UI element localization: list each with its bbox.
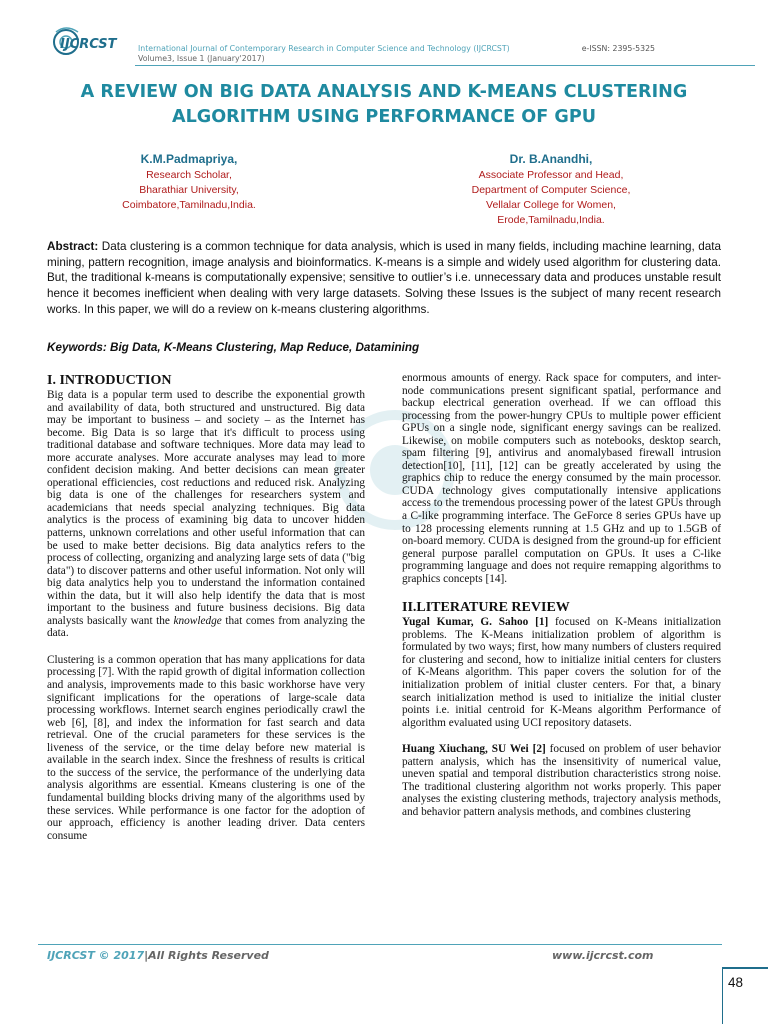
author-affiliation-line: Bharathiar University, xyxy=(139,184,239,196)
copyright-brand: IJCRCST © 2017 xyxy=(47,949,145,962)
author-affiliation-line: Associate Professor and Head, xyxy=(478,169,624,181)
website-link: www.ijcrcst.com xyxy=(552,949,654,962)
page-header xyxy=(0,0,768,80)
intro-text: Big data is a popular term used to describe the exponential growth and availability of data, both structured and unstructured. Big data may be important to business – and society – as the Internet has become. Big Data is so large that it's difficult to process using traditional database and software techniques. More data may lead to more accurate analyses. More accurate analyses may lead to more confident decision making. And better decisions can mean greater operational efficiencies, cost reductions and reduced risk. Analyzing big data is one of the challenges for researchers system and academicians that needs special analyzing techniques. Big data analytics is the process of examining big data to uncover hidden patterns, unknown correlations and other useful information that can be used to make better decisions. Big data analytics refers to the process of collecting, organizing and analyzing large sets of data ("big data") to discover patterns and other useful information. Not only will big data analytics help you to understand the information contained within the data, but it will also help identify the data that is most important to the business and future business decisions. Big data analysts basically want the xyxy=(47,389,365,627)
author-name: K.M.Padmapriya, xyxy=(140,152,238,166)
author-affiliation-line: Vellalar College for Women, xyxy=(486,199,616,211)
cited-author: Yugal Kumar, G. Sahoo [1] xyxy=(402,616,549,629)
literature-text: focused on K-Means initialization problems. The K-Means initialization problem of algorithm is formulated by two ways; first, how many numbers of clusters required for clustering and second, how to initialize initial centers for clusters of K-Means algorithm. This paper covers the solution for of the initialization problem of initial cluster centers. For that, a binary search initialization method is used to initialize the initial cluster points i.e. initial centroid for K-Means algorithm Performance of algorithm evaluated using UCI repository datasets. xyxy=(402,616,721,729)
author-affiliation-line: Coimbatore,Tamilnadu,India. xyxy=(122,199,256,211)
issn: e-ISSN: 2395-5325 xyxy=(581,44,655,53)
right-column xyxy=(402,372,721,819)
cited-author: Huang Xiuchang, SU Wei [2] xyxy=(402,743,546,756)
author-affiliation-line: Department of Computer Science, xyxy=(471,184,631,196)
keywords: Keywords: Big Data, K-Means Clustering, Map Reduce, Datamining xyxy=(47,341,420,354)
literature-text: focused on problem of user behavior pattern analysis, which has the insensitivity of numerical value, uneven spatial and temporal distribution characteristics strong noise. The traditional clustering algorithm not works properly. This paper analyses the existing clustering methods, trajectory analysis methods, and behavior pattern analysis methods, and combines clustering xyxy=(402,743,721,818)
header-divider xyxy=(135,65,755,66)
journal-name: International Journal of Contemporary Research in Computer Science and Technology (IJCRCST) xyxy=(138,44,510,53)
intro-text: that comes from analyzing the data. xyxy=(47,614,365,640)
author-affiliation-line: Research Scholar, xyxy=(146,169,232,181)
author-block-1 xyxy=(104,150,274,213)
copyright xyxy=(47,949,269,962)
intro-paragraph-3: enormous amounts of energy. Rack space for computers, and inter-node communications present significant spatial, performance and backup electrical generation overhead. If we can offload this processing from the power-hungry CPUs to multiple power efficient GPUs on a single node, significant energy savings can be realized. Likewise, on mobile computers such as notebooks, desktop search, spam filtering [9], antivirus and anomalybased firewall intrusion detection[10], [11], [12] can be greatly accelerated by using the graphics chip to reduce the energy consumed by the main processor. CUDA technology gives computationally intensive applications access to the tremendous processing power of the latest GPUs through a C-like programming interface. The GeForce 8 series GPUs have up to 128 processing elements running at 1.5 GHz and up to 1.5GB of on-board memory. CUDA is designed from the ground-up for efficient general purpose parallel computation on GPUs. It uses a C-like programming language and does not require remapping algorithms to graphics concepts [14]. xyxy=(402,372,721,585)
author-affiliation-line: Erode,Tamilnadu,India. xyxy=(497,214,605,226)
intro-paragraph-2: Clustering is a common operation that has many applications for data processing [7]. With the rapid growth of digital information collection and analysis, improvements made to this basic workhorse have very significant implications for the operations of large-scale data processing workflows. Internet search engines periodically crawl the web [6], [8], and index the information for fast search and data retrieval. One of the crucial parameters for these services is the liveness of the service, or the time delay before new material is available in the search index. Since the freshness of results is critical to the success of the service, the performance of the underlying data analysis algorithms are essential. Kmeans clustering is one of the fundamental building blocks driving many of the algorithms used by these services. While performance is one factor for the adoption of our approach, efficiency is another leading driver. Data centers consume xyxy=(47,653,365,842)
volume-issue: Volume3, Issue 1 (January'2017) xyxy=(138,54,265,63)
literature-paragraph-1 xyxy=(402,616,721,729)
paper-title: A REVIEW ON BIG DATA ANALYSIS AND K-MEANS CLUSTERING ALGORITHM USING PERFORMANCE OF GPU xyxy=(80,82,688,127)
logo-text: IJCRCST xyxy=(60,37,117,52)
copyright-rest: |All Rights Reserved xyxy=(144,949,269,962)
abstract xyxy=(47,239,721,318)
section-heading-literature-review: II.LITERATURE REVIEW xyxy=(402,600,570,616)
abstract-label: Abstract: xyxy=(47,240,99,253)
page-number-box-top xyxy=(722,967,768,969)
page-number: 48 xyxy=(728,975,744,990)
literature-paragraph-2 xyxy=(402,743,721,818)
left-column xyxy=(47,372,365,842)
intro-emphasis: knowledge xyxy=(173,614,222,627)
journal-logo xyxy=(52,22,134,62)
author-block-2 xyxy=(446,150,656,228)
abstract-text: Data clustering is a common technique for data analysis, which is used in many fields, including machine learning, data mining, pattern recognition, image analysis and bioinformatics. K-means is a simple and widely used algorithm for clustering data. But, the traditional k-means is computationally expensive; sensitive to outlier’s i.e. unnecessary data and produces unstable result hence it becomes inefficient when dealing with very large datasets. Solving these Issues is the subject of many recent research works. In this paper, we will do a review on k-means clustering algorithms. xyxy=(47,240,721,316)
section-heading-introduction: I. INTRODUCTION xyxy=(47,373,172,388)
author-name: Dr. B.Anandhi, xyxy=(509,152,593,166)
footer-divider xyxy=(38,944,722,945)
intro-paragraph-1 xyxy=(47,389,365,640)
page-footer xyxy=(0,944,768,1024)
